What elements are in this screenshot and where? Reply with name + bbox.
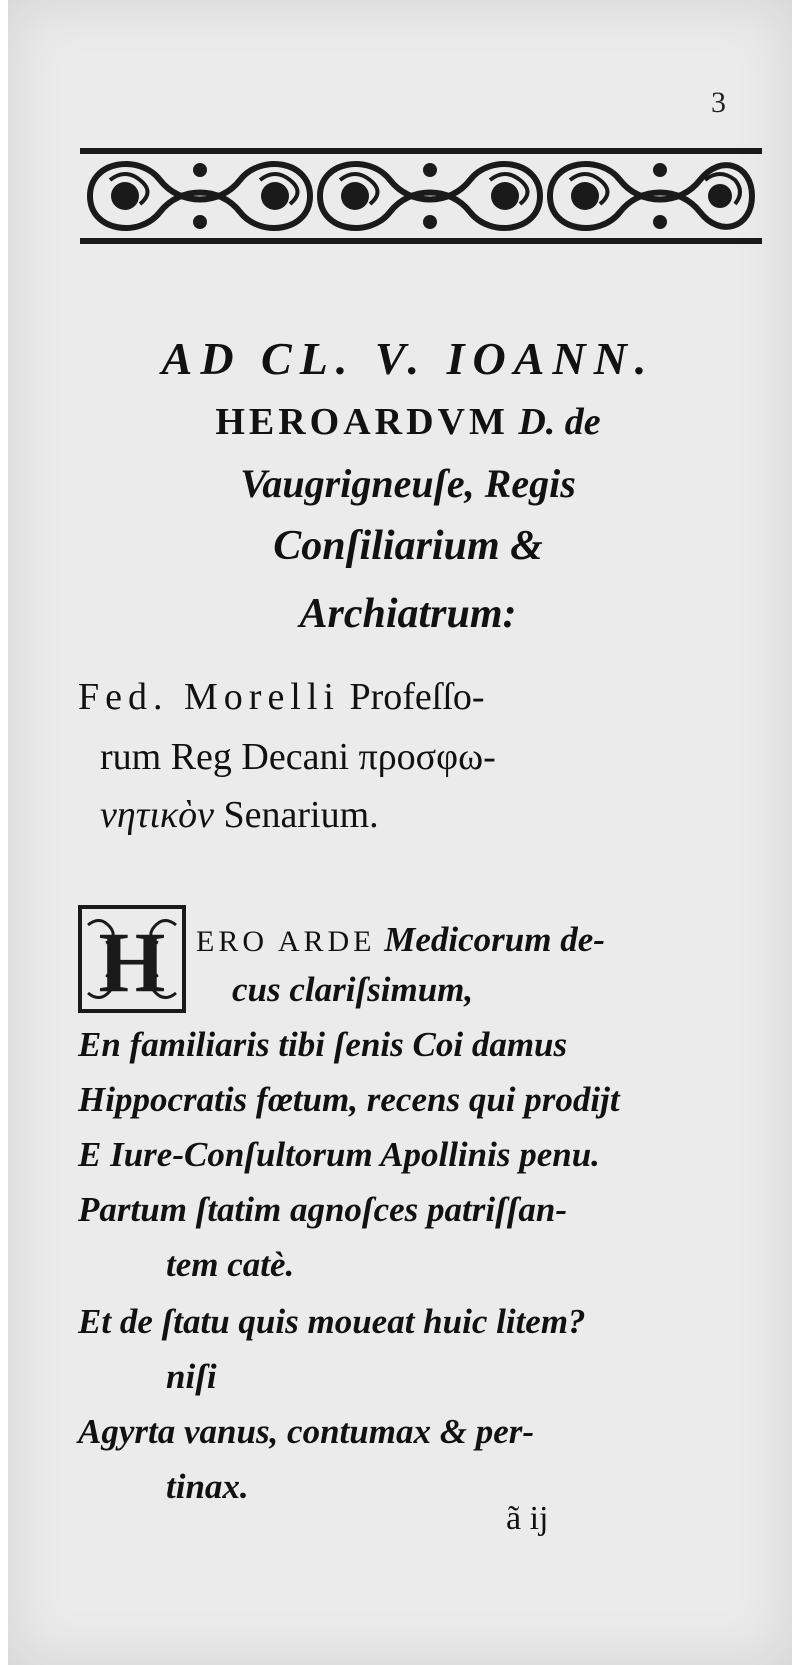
heading-line-1: AD CL. V. IOANN. xyxy=(161,333,655,384)
verse-line-1-rest: Medicorum de- xyxy=(384,920,605,959)
dedication-name-caps: Fed. Morelli xyxy=(78,676,340,718)
heading-name-caps: HEROARDVM xyxy=(215,401,509,443)
verse-first-caps: ERO ARDE xyxy=(196,925,376,958)
heading-line-2 xyxy=(8,400,792,444)
dedication-line-1-rest: Profeſſo- xyxy=(349,676,485,718)
dedication-line-2: rum Reg Decani προσφω- xyxy=(100,736,496,778)
verse-line-3: En familiaris tibi ſenis Coi damus xyxy=(78,1025,568,1064)
signature-mark: ã ij xyxy=(506,1500,549,1537)
verse-line-10: Agyrta vanus, contumax & per- xyxy=(78,1412,535,1451)
verse-line-4: Hippocratis fœtum, recens qui prodijt xyxy=(78,1080,620,1119)
verse-line-6: Partum ſtatim agnoſces patriſſan- xyxy=(78,1190,568,1229)
dedication-line-3-rest: Senarium. xyxy=(223,794,379,836)
initial-letter: H xyxy=(98,914,166,1010)
verse-line-7: tem catè. xyxy=(166,1245,295,1284)
verse-line-11: tinax. xyxy=(166,1467,249,1506)
verse-line-2: cus clariſsimum, xyxy=(232,970,474,1009)
heading-line-4: Conſiliarium & xyxy=(273,523,543,569)
book-page xyxy=(8,0,792,1665)
heading-name-rest: D. de xyxy=(518,401,601,443)
page-number: 3 xyxy=(711,86,726,119)
headpiece-ornament xyxy=(80,140,762,252)
verse-line-5: E Iure-Conſultorum Apollinis penu. xyxy=(78,1135,600,1174)
verse-line-1 xyxy=(196,920,605,960)
verse-line-9: niſi xyxy=(166,1357,217,1396)
dedication-line-3 xyxy=(100,793,792,837)
heading-line-3: Vaugrigneuſe, Regis xyxy=(240,461,576,506)
heading-line-5: Archiatrum: xyxy=(299,591,517,637)
dedication-greek: νητικὸν xyxy=(100,794,214,836)
decorated-initial-h xyxy=(78,905,186,1013)
verse-line-8: Et de ſtatu quis moueat huic litem? xyxy=(78,1302,586,1341)
dedication-line-1 xyxy=(78,675,768,719)
